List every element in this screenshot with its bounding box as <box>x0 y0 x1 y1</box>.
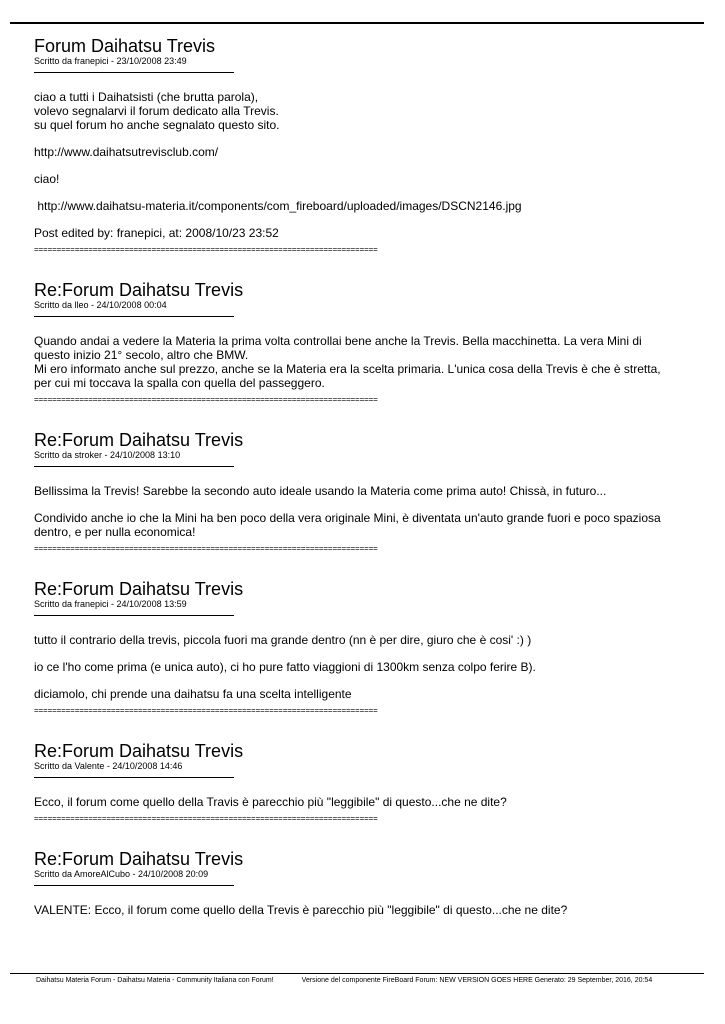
title-underline <box>34 777 234 778</box>
post-body <box>34 795 674 809</box>
post-title: Re:Forum Daihatsu Trevis <box>34 741 244 761</box>
title-underline <box>34 885 234 886</box>
post-body <box>34 334 674 390</box>
footer-generator-info: Versione del componente FireBoard Forum: NEW VERSION GOES HERE Generato: 29 September, 2016, 20:54 <box>301 977 653 984</box>
post-meta: Scritto da AmoreAlCubo - 24/10/2008 20:09 <box>34 869 209 879</box>
post-separator: ============================================================================ <box>34 707 378 715</box>
post <box>34 741 674 823</box>
title-underline <box>34 466 234 467</box>
post-separator: ============================================================================ <box>34 396 378 404</box>
post-list <box>34 36 674 930</box>
post-paragraph: Bellissima la Trevis! Sarebbe la secondo auto ideale usando la Materia come prima auto! Chissà, in futuro... <box>34 484 607 498</box>
post-body <box>34 90 674 240</box>
post <box>34 849 674 917</box>
post-paragraph: VALENTE: Ecco, il forum come quello della Trevis è parecchio più "leggibile" di questo...che ne dite? <box>34 903 568 917</box>
title-underline <box>34 316 234 317</box>
post <box>34 430 674 553</box>
top-rule <box>10 22 704 24</box>
post-title: Re:Forum Daihatsu Trevis <box>34 579 244 599</box>
post-edit-note: Post edited by: franepici, at: 2008/10/23 23:52 <box>34 226 279 240</box>
post-body <box>34 903 674 917</box>
post-paragraph: diciamolo, chi prende una daihatsu fa una scelta intelligente <box>34 687 352 701</box>
post-paragraph: io ce l'ho come prima (e unica auto), ci ho pure fatto viaggioni di 1300km senza colpo ferire B). <box>34 660 536 674</box>
post-link[interactable]: http://www.daihatsutrevisclub.com/ <box>34 145 219 159</box>
post <box>34 579 674 715</box>
post-meta: Scritto da stroker - 24/10/2008 13:10 <box>34 450 181 460</box>
title-underline <box>34 615 234 616</box>
post-meta: Scritto da lleo - 24/10/2008 00:04 <box>34 300 167 310</box>
post-meta: Scritto da franepici - 24/10/2008 13:59 <box>34 599 187 609</box>
post-title: Re:Forum Daihatsu Trevis <box>34 280 244 300</box>
post-title: Re:Forum Daihatsu Trevis <box>34 430 244 450</box>
post-meta: Scritto da Valente - 24/10/2008 14:46 <box>34 761 183 771</box>
page-footer <box>36 976 696 985</box>
post-paragraph: tutto il contrario della trevis, piccola fuori ma grande dentro (nn è per dire, giuro che è cosi' :) ) <box>34 633 532 647</box>
post-separator: ============================================================================ <box>34 545 378 553</box>
post-paragraph: ciao! <box>34 172 60 186</box>
post-paragraph: ciao a tutti i Daihatsisti (che brutta parola), volevo segnalarvi il forum dedicato alla Trevis. su quel forum ho anche segnalato questo sito. <box>34 90 280 132</box>
post-paragraph: Ecco, il forum come quello della Travis è parecchio più "leggibile" di questo...che ne dite? <box>34 795 507 809</box>
post <box>34 36 674 254</box>
title-underline <box>34 72 234 73</box>
post-paragraph: Condivido anche io che la Mini ha ben poco della vera originale Mini, è diventata un'auto grande fuori e poco spaziosa dentro, e per nulla economica! <box>34 511 665 539</box>
post <box>34 280 674 404</box>
post-body <box>34 484 674 539</box>
post-title: Re:Forum Daihatsu Trevis <box>34 849 244 869</box>
post-paragraph: Quando andai a vedere la Materia la prima volta controllai bene anche la Trevis. Bella macchinetta. La vera Mini di questo inizio 21° secolo, altro che BMW. Mi ero informato anche sul prezzo, anche se la Materia era la scelta primaria. L'unica cosa della Trevis è che è stretta, per cui mi toccava la spalla con quella del passeggero. <box>34 334 661 390</box>
footer-rule <box>10 973 704 974</box>
post-body <box>34 633 674 701</box>
post-separator: ============================================================================ <box>34 815 378 823</box>
post-meta: Scritto da franepici - 23/10/2008 23:49 <box>34 56 187 66</box>
footer-site-name: Daihatsu Materia Forum - Daihatsu Materia - Community Italiana con Forum! <box>36 977 274 984</box>
post-image-link[interactable]: http://www.daihatsu-materia.it/components/com_fireboard/uploaded/images/DSCN2146.jpg <box>34 199 522 213</box>
post-separator: ============================================================================ <box>34 246 378 254</box>
post-title: Forum Daihatsu Trevis <box>34 36 216 56</box>
